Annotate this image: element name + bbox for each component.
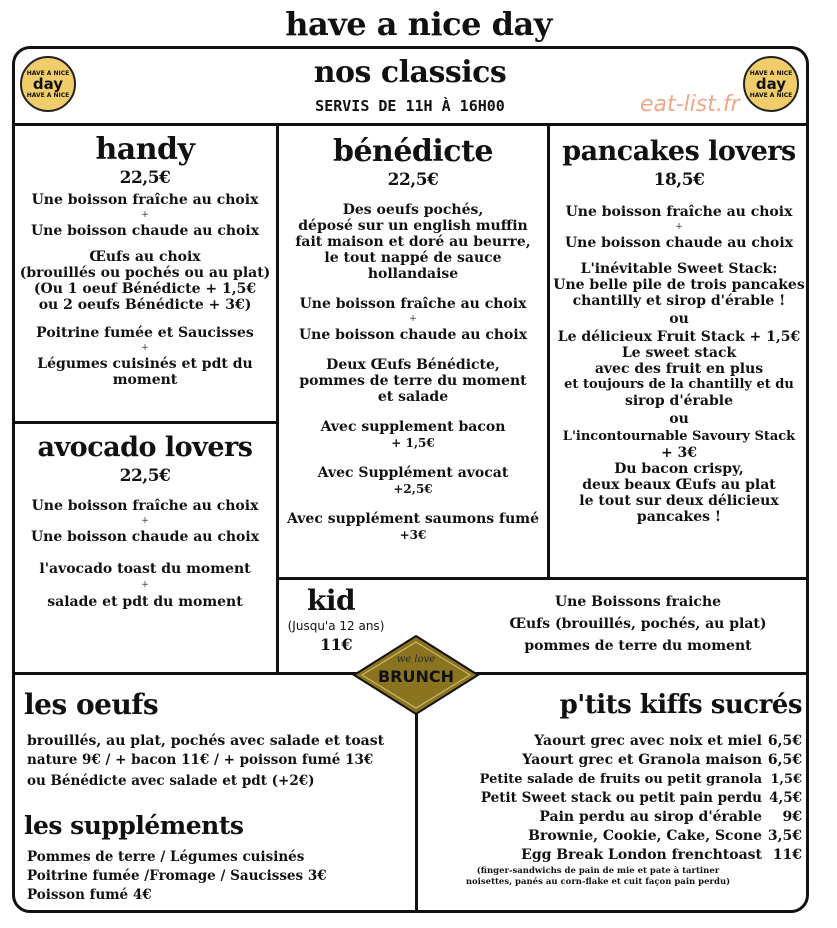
benedicte-desc: le tout nappé de sauce hollandaise	[324, 250, 502, 282]
kiffs-item-price: 9€	[782, 809, 802, 825]
plus-sign: +	[141, 210, 149, 220]
benedicte-section	[280, 134, 546, 543]
supplements-list	[27, 848, 327, 905]
kiffs-item-name: Egg Break London frenchtoast	[521, 847, 762, 863]
classics-title: nos classics	[313, 55, 507, 90]
avocado-drink: Une boisson fraîche au choix	[31, 498, 259, 514]
handy-item: Une boisson chaude au choix	[30, 223, 260, 239]
kiffs-item	[420, 846, 802, 865]
pancakes-drink: Une boisson fraîche au choix	[565, 204, 793, 220]
divider-right-col	[547, 123, 550, 579]
benedicte-supplement-price: +2,5€	[393, 482, 433, 496]
benedicte-supplement-price: + 1,5€	[391, 436, 435, 450]
kid-age: (Jusqu'a 12 ans)	[287, 619, 385, 633]
plus-sign: +	[141, 580, 149, 590]
kiffs-item-price: 6,5€	[767, 752, 802, 768]
pancakes-sweet: L'inévitable Sweet Stack:	[580, 261, 778, 277]
benedicte-desc: déposé sur un english muffin	[298, 218, 528, 234]
pancakes-savoury: pancakes !	[636, 509, 722, 525]
benedicte-eggs: et salade	[377, 389, 449, 405]
benedicte-desc: Des oeufs pochés,	[342, 202, 484, 218]
avocado-drink: Une boisson chaude au choix	[30, 529, 260, 545]
kiffs-item	[420, 789, 802, 808]
pancakes-sweet: Une belle pile de trois pancakes	[553, 277, 805, 293]
handy-item: ou 2 oeufs Bénédicte + 3€)	[38, 297, 252, 313]
pancakes-savoury: L'incontournable Savoury Stack	[562, 429, 796, 444]
seal-right-logo: HAVE A NICE day HAVE A NICE	[743, 56, 799, 112]
kid-price: 11€	[320, 635, 352, 654]
supplement-item: Poitrine fumée /Fromage / Saucisses 3€	[27, 868, 327, 884]
kiffs-list	[420, 732, 802, 865]
avocado-toast: l'avocado toast du moment	[39, 561, 251, 577]
kiffs-note-line: (finger-sandwichs de pain de mie et pate à tartiner	[476, 866, 720, 876]
pancakes-savoury: le tout sur deux délicieux	[579, 493, 779, 509]
divider-classics-bottom	[12, 123, 809, 126]
oeufs-title: les oeufs	[24, 688, 159, 721]
pancakes-drink: Une boisson chaude au choix	[564, 235, 794, 251]
divider-kid-top	[278, 577, 809, 580]
pancakes-fruit: Le sweet stack	[621, 345, 737, 361]
kiffs-item-price: 6,5€	[767, 733, 802, 749]
avocado-section	[14, 430, 276, 610]
kiffs-item-price: 4,5€	[769, 790, 802, 806]
kiffs-item	[420, 770, 802, 789]
handy-item: Poitrine fumée et Saucisses	[36, 325, 254, 341]
benedicte-eggs: pommes de terre du moment	[299, 373, 527, 389]
handy-item: (Ou 1 oeuf Bénédicte + 1,5€	[33, 281, 257, 297]
benedicte-drink: Une boisson chaude au choix	[298, 327, 528, 343]
benedicte-drink: Une boisson fraîche au choix	[299, 296, 527, 312]
pancakes-sweet: chantilly et sirop d'érable !	[572, 293, 786, 309]
kid-item: Œufs (brouillés, pochés, au plat)	[509, 616, 767, 632]
benedicte-price: 22,5€	[387, 170, 439, 190]
benedicte-supplement: Avec supplement bacon	[320, 419, 506, 435]
pancakes-fruit: avec des fruit en plus	[594, 361, 764, 377]
oeufs-line: nature 9€ / + bacon 11€ / + poisson fumé 13€	[27, 752, 374, 768]
pancakes-or: ou	[669, 411, 689, 427]
benedicte-title: bénédicte	[332, 134, 494, 169]
oeufs-line: ou Bénédicte avec salade et pdt (+2€)	[27, 773, 315, 789]
avocado-price: 22,5€	[119, 466, 171, 486]
supplement-item: Poisson fumé 4€	[27, 887, 152, 903]
brunch-badge-top: we love	[396, 654, 436, 665]
kiffs-item-price: 11€	[772, 847, 802, 863]
supplements-title: les suppléments	[24, 811, 244, 840]
classics-subtitle: SERVIS DE 11H À 16H00	[315, 97, 505, 115]
pancakes-fruit: Le délicieux Fruit Stack + 1,5€	[557, 329, 801, 345]
pancakes-title: pancakes lovers	[562, 136, 796, 167]
handy-item: (brouillés ou pochés ou au plat)	[19, 265, 271, 281]
kiffs-item	[420, 751, 802, 770]
plus-sign: +	[409, 314, 417, 324]
pancakes-savoury: Du bacon crispy,	[614, 461, 744, 477]
kiffs-item-name: Pain perdu au sirop d'érable	[539, 809, 762, 825]
plus-sign: +	[141, 343, 149, 353]
brunch-badge-main: BRUNCH	[377, 667, 455, 686]
benedicte-supplement-price: +3€	[399, 528, 427, 542]
kiffs-note-line: noisettes, panés au corn-flake et cuit façon pain perdu)	[465, 877, 731, 887]
benedicte-supplement: Avec Supplément avocat	[317, 465, 509, 481]
avocado-salad: salade et pdt du moment	[47, 594, 243, 610]
pancakes-fruit: sirop d'érable	[624, 393, 734, 409]
watermark: eat-list.fr	[640, 92, 740, 117]
kid-item: Une Boissons fraiche	[554, 594, 722, 610]
handy-item: moment	[112, 372, 178, 388]
kiffs-item-name: Brownie, Cookie, Cake, Scone	[528, 828, 762, 844]
benedicte-eggs: Deux Œufs Bénédicte,	[326, 357, 500, 373]
kiffs-item	[420, 732, 802, 751]
kiffs-item	[420, 808, 802, 827]
kiffs-item-price: 1,5€	[770, 772, 802, 787]
page-title: have a nice day	[285, 5, 552, 43]
kiffs-item-name: Yaourt grec avec noix et miel	[534, 733, 762, 749]
kiffs-item-name: Petite salade de fruits ou petit granola	[479, 772, 762, 787]
handy-item: Œufs au choix	[89, 249, 201, 265]
benedicte-supplement: Avec supplément saumons fumé	[287, 511, 539, 527]
handy-item: Légumes cuisinés et pdt du	[37, 356, 253, 372]
plus-sign: +	[675, 222, 683, 232]
divider-handy-bottom	[12, 421, 278, 424]
pancakes-savoury: deux beaux Œufs au plat	[582, 477, 776, 493]
pancakes-savoury: + 3€	[660, 445, 698, 461]
benedicte-desc: fait maison et doré au beurre,	[295, 234, 531, 250]
seal-left-logo: HAVE A NICE day HAVE A NICE	[20, 56, 76, 112]
kiffs-item-name: Petit Sweet stack ou petit pain perdu	[480, 790, 762, 806]
kid-items	[490, 594, 786, 654]
kiffs-item-name: Yaourt grec et Granola maison	[522, 752, 762, 768]
plus-sign: +	[141, 516, 149, 526]
kid-item: pommes de terre du moment	[524, 638, 752, 654]
handy-price: 22,5€	[119, 168, 171, 188]
supplement-item: Pommes de terre / Légumes cuisinés	[27, 849, 305, 865]
pancakes-section	[551, 134, 807, 525]
pancakes-or: ou	[669, 311, 689, 327]
kiffs-item	[420, 827, 802, 846]
kiffs-item-price: 3,5€	[767, 828, 802, 844]
handy-item: Une boisson fraîche au choix	[31, 192, 259, 208]
kid-title: kid	[306, 584, 356, 617]
handy-title: handy	[95, 132, 195, 167]
kiffs-title: p'tits kiffs sucrés	[559, 690, 802, 720]
pancakes-price: 18,5€	[653, 170, 705, 190]
kiffs-note	[428, 866, 768, 888]
handy-section	[14, 132, 276, 388]
pancakes-fruit: et toujours de la chantilly et du	[564, 377, 794, 392]
avocado-title: avocado lovers	[37, 432, 253, 463]
oeufs-line: brouillés, au plat, pochés avec salade et toast	[27, 733, 385, 749]
